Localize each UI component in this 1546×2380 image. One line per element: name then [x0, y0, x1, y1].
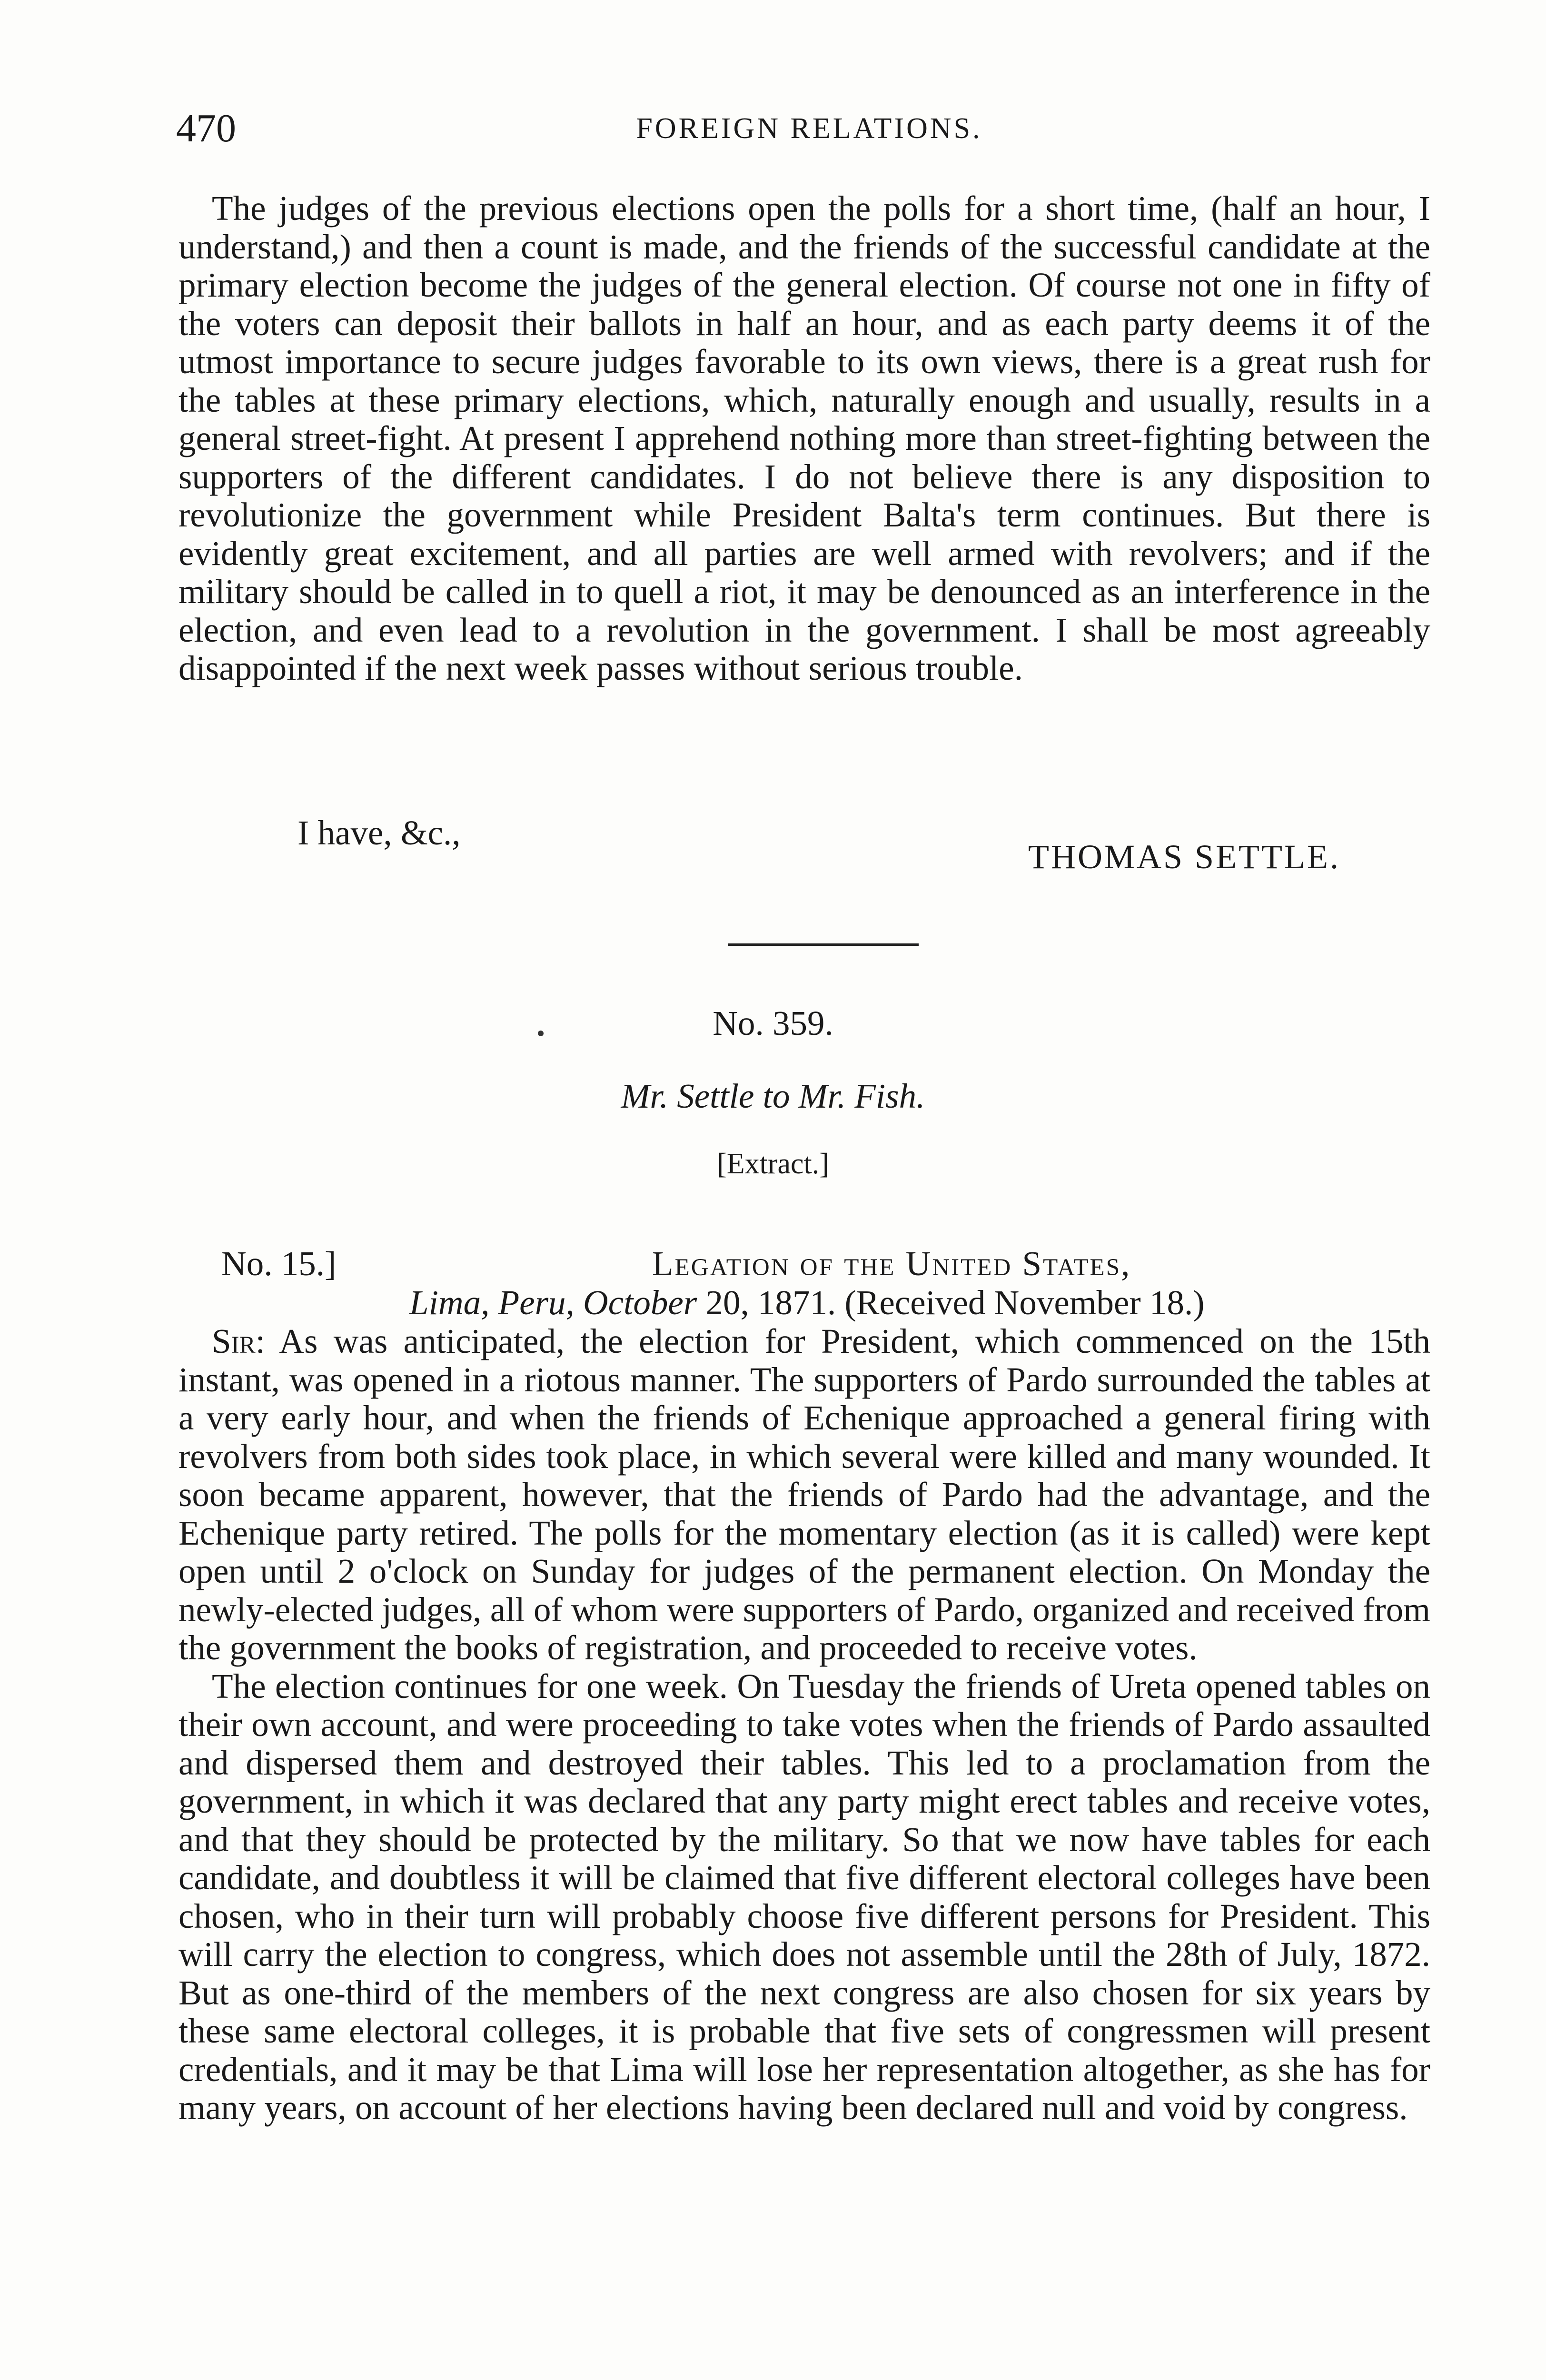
body-paragraph: The judges of the previous elections open the polls for a short time, (half an hour, I understand,) and then a count is made, and the friends of the successful candidate at the primary election become the judges of the general election. Of course not one in fifty of the voters can deposit their ballots in half an hour, and as each party deems it of the utmost importance to secure judges favorable to its own views, there is a great rush for the tables at these primary elections, which, naturally enough and usually, results in a general street-fight. At present I apprehend nothing more than street-fighting between the supporters of the different candidates. I do not believe there is any disposition to revolutionize the government while President Balta's term continues. But there is evidently great excitement, and all parties are well armed with revolvers; and if the military should be called in to quell a riot, it may be denounced as an interference in the election, and even lead to a revolution in the government. I shall be most agreeably disappointed if the next week passes without serious trouble.: [178, 189, 1430, 687]
letter-closing: I have, &c.,: [297, 813, 461, 852]
paragraph-text: : As was anticipated, the election for President, which commenced on the 15th instant, was opened in a riotous manner. The supporters of Pardo surrounded the tables at a very early hour, and when the friends of Echenique approached a general firing with revolvers from both sides took place, in which several were killed and many wounded. It soon became apparent, however, that the friends of Pardo had the advantage, and the Echenique party retired. The polls for the momentary election (as it is called) were kept open until 2 o'clock on Sunday for judges of the permanent election. On Monday the newly-elected judges, all of whom were supporters of Pardo, organized and received from the government the books of registration, and proceeded to receive votes.: [178, 1322, 1430, 1667]
dispatch-body: [178, 1322, 1430, 2127]
dateline-place: Lima, Peru, October: [409, 1283, 697, 1322]
page-header: [176, 102, 1442, 155]
dateline: [409, 1284, 1205, 1322]
print-speck: [538, 1031, 544, 1036]
section-divider: [728, 943, 919, 946]
signature: THOMAS SETTLE.: [1028, 838, 1340, 876]
letter-continuation: [178, 189, 1430, 688]
page-number: 470: [176, 106, 236, 150]
running-head: FOREIGN RELATIONS.: [636, 112, 982, 145]
document-number: No. 359.: [713, 1004, 833, 1042]
salutation: Sir: [212, 1322, 256, 1360]
extract-note: [Extract.]: [717, 1148, 829, 1180]
dispatch-number: No. 15.]: [221, 1244, 337, 1283]
body-paragraph: [178, 1322, 1430, 1667]
legation-heading: Legation of the United States,: [652, 1244, 1131, 1283]
body-paragraph: The election continues for one week. On Tuesday the friends of Ureta opened tables on their own account, and were proceeding to take votes when the friends of Pardo assaulted and dispersed them and destroyed their tables. This led to a proclamation from the government, in which it was declared that any party might erect tables and receive votes, and that they should be protected by the military. So that we now have tables for each candidate, and doubtless it will be claimed that five different electoral colleges have been chosen, who in their turn will probably choose five different persons for President. This will carry the election to congress, which does not assemble until the 28th of July, 1872. But as one-third of the members of the next congress are also chosen for six years by these same electoral colleges, it is probable that five sets of congressmen will present credentials, and it may be that Lima will lose her representation altogether, as she has for many years, on account of her elections having been declared null and void by congress.: [178, 1666, 1430, 2127]
document-title: Mr. Settle to Mr. Fish.: [621, 1077, 925, 1115]
dateline-date: 20, 1871. (Received November 18.): [697, 1283, 1205, 1322]
